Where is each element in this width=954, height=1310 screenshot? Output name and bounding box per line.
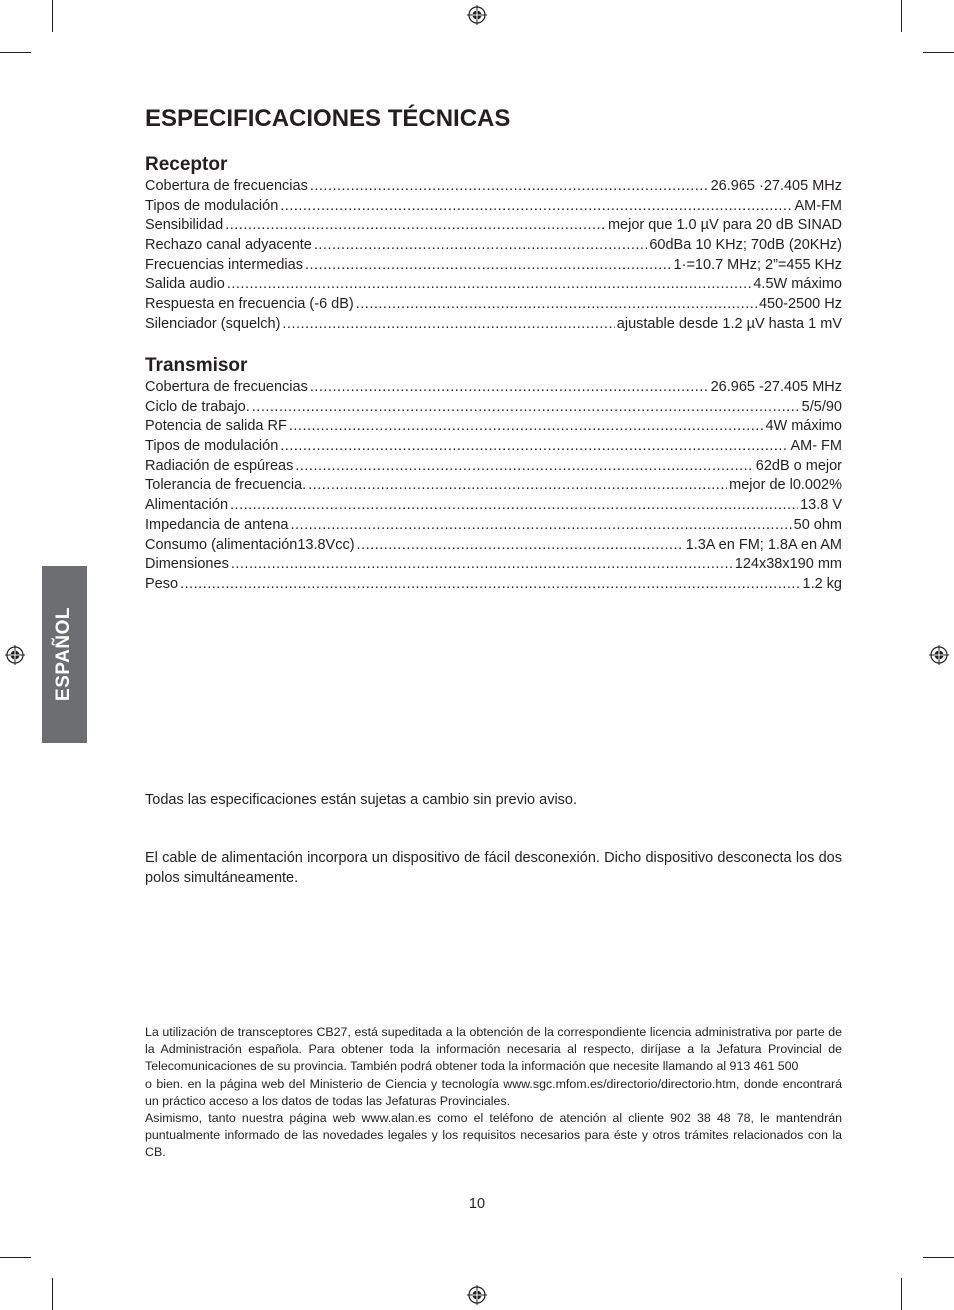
- crop-mark: [52, 0, 53, 32]
- receptor-section: [145, 153, 842, 335]
- spec-row: [145, 437, 842, 457]
- receptor-spec-list: [145, 177, 842, 335]
- transmisor-spec-list: [145, 378, 842, 595]
- dot-leader: [180, 575, 800, 595]
- spec-label: Alimentación: [145, 497, 229, 514]
- spec-label: Frecuencias intermedias: [145, 256, 303, 273]
- page-title: ESPECIFICACIONES TÉCNICAS: [145, 105, 511, 132]
- dot-leader: [314, 236, 647, 256]
- crop-mark: [923, 1257, 954, 1258]
- spec-value: 62dB o mejor: [755, 457, 842, 474]
- dot-leader: [357, 536, 684, 556]
- transmisor-heading: Transmisor: [145, 355, 248, 376]
- spec-value: 26.965 ·27.405 MHz: [710, 178, 842, 194]
- legal-paragraph: o bien. en la página web del Ministerio de Ciencia y tecnología www.sgc.mfom.es/directorio/directorio.htm, donde encontrará un práctico acceso a los datos de todas las Jefaturas Provinciales.: [145, 1076, 842, 1108]
- spec-value: 4.5W máximo: [753, 276, 842, 293]
- dot-leader: [227, 275, 752, 295]
- registration-mark-icon: [467, 5, 487, 25]
- dot-leader: [295, 457, 753, 477]
- dot-leader: [310, 378, 709, 398]
- page-number: 10: [468, 1196, 486, 1212]
- spec-value: 26.965 -27.405 MHz: [710, 379, 842, 395]
- spec-value: mejor de l0.002%: [729, 477, 842, 494]
- spec-label: Tipos de modulación: [145, 438, 279, 455]
- dot-leader: [308, 476, 727, 496]
- spec-label: Potencia de salida RF: [145, 418, 287, 435]
- spec-label: Peso: [145, 575, 179, 592]
- dot-leader: [291, 516, 792, 536]
- spec-row: [145, 457, 842, 477]
- spec-value: 1.3A en FM; 1.8A en AM: [685, 536, 842, 553]
- crop-mark: [52, 1278, 53, 1310]
- spec-row: [145, 236, 842, 256]
- spec-label: Tipos de modulación: [145, 197, 279, 214]
- spec-row: [145, 295, 842, 315]
- dot-leader: [225, 216, 606, 236]
- spec-value: AM-FM: [794, 197, 842, 214]
- spec-value: 450-2500 Hz: [758, 296, 842, 313]
- language-tab-label: ESPAÑOL: [53, 607, 74, 701]
- dot-leader: [282, 315, 614, 335]
- crop-mark: [901, 1278, 902, 1310]
- spec-label: Impedancia de antena: [145, 516, 289, 533]
- spec-row: [145, 256, 842, 276]
- dot-leader: [289, 417, 764, 437]
- dot-leader: [231, 555, 733, 575]
- spec-value: 1·=10.7 MHz; 2”=455 KHz: [673, 256, 842, 273]
- spec-value: 50 ohm: [793, 516, 842, 533]
- spec-label: Cobertura de frecuencias: [145, 379, 308, 395]
- spec-row: [145, 378, 842, 398]
- spec-label: Salida audio: [145, 276, 225, 293]
- legal-notice: [145, 1024, 842, 1162]
- registration-mark-icon: [5, 645, 25, 665]
- crop-mark: [0, 1257, 31, 1258]
- spec-value: 4W máximo: [765, 418, 842, 435]
- dot-leader: [310, 177, 709, 197]
- dot-leader: [252, 398, 800, 418]
- spec-label: Rechazo canal adyacente: [145, 237, 312, 254]
- dot-leader: [280, 437, 788, 457]
- dot-leader: [305, 256, 672, 276]
- spec-value: mejor que 1.0 µV para 20 dB SINAD: [607, 217, 842, 234]
- spec-value: 5/5/90: [801, 398, 842, 415]
- spec-label: Ciclo de trabajo.: [145, 398, 250, 415]
- spec-row: [145, 476, 842, 496]
- spec-row: [145, 536, 842, 556]
- spec-row: [145, 177, 842, 197]
- spec-label: Radiación de espúreas: [145, 457, 294, 474]
- dot-leader: [356, 295, 757, 315]
- crop-mark: [901, 0, 902, 32]
- dot-leader: [280, 197, 792, 217]
- spec-value: 13.8 V: [800, 497, 842, 514]
- spec-label: Tolerancia de frecuencia.: [145, 477, 307, 494]
- spec-row: [145, 315, 842, 335]
- spec-value: ajustable desde 1.2 µV hasta 1 mV: [616, 315, 842, 332]
- registration-mark-icon: [929, 645, 949, 665]
- legal-paragraph: Asimismo, tanto nuestra página web www.alan.es como el teléfono de atención al cliente 902 38 48 78, le mantendrán puntualmente informado de las novedades legales y los requisitos necesarios para éste y otros trámites relacionados con la CB.: [145, 1111, 842, 1160]
- registration-mark-icon: [467, 1285, 487, 1305]
- spec-row: [145, 417, 842, 437]
- spec-row: [145, 555, 842, 575]
- spec-row: [145, 216, 842, 236]
- specs-notice: Todas las especificaciones están sujetas a cambio sin previo aviso.: [145, 792, 578, 808]
- spec-row: [145, 496, 842, 516]
- spec-label: Cobertura de frecuencias: [145, 178, 308, 194]
- spec-label: Respuesta en frecuencia (-6 dB): [145, 296, 354, 313]
- legal-paragraph: La utilización de transceptores CB27, está supeditada a la obtención de la correspondiente licencia administrativa por parte de la Administración española. Para obtener toda la información necesaria al respecto, diríjase a la Jefatura Provincial de Telecomunicaciones de su provincia. También podrá obtener toda la información que necesite llamando al 913 461 500: [145, 1025, 842, 1074]
- transmisor-section: [145, 354, 842, 595]
- spec-row: [145, 516, 842, 536]
- dot-leader: [230, 496, 798, 516]
- spec-value: 1.2 kg: [802, 575, 842, 592]
- spec-row: [145, 275, 842, 295]
- spec-value: AM- FM: [790, 438, 842, 455]
- spec-label: Silenciador (squelch): [145, 315, 281, 332]
- crop-mark: [0, 52, 31, 53]
- spec-row: [145, 398, 842, 418]
- spec-label: Consumo (alimentación13.8Vcc): [145, 536, 355, 553]
- spec-value: 124x38x190 mm: [734, 556, 842, 573]
- spec-row: [145, 197, 842, 217]
- receptor-heading: Receptor: [145, 154, 228, 175]
- spec-label: Dimensiones: [145, 556, 229, 573]
- power-cable-note: El cable de alimentación incorpora un dispositivo de fácil desconexión. Dicho dispositivo desconecta los dos polos simultáneamente.: [145, 850, 842, 886]
- spec-label: Sensibilidad: [145, 217, 224, 234]
- spec-row: [145, 575, 842, 595]
- crop-mark: [923, 52, 954, 53]
- spec-value: 60dBa 10 KHz; 70dB (20KHz): [649, 237, 842, 254]
